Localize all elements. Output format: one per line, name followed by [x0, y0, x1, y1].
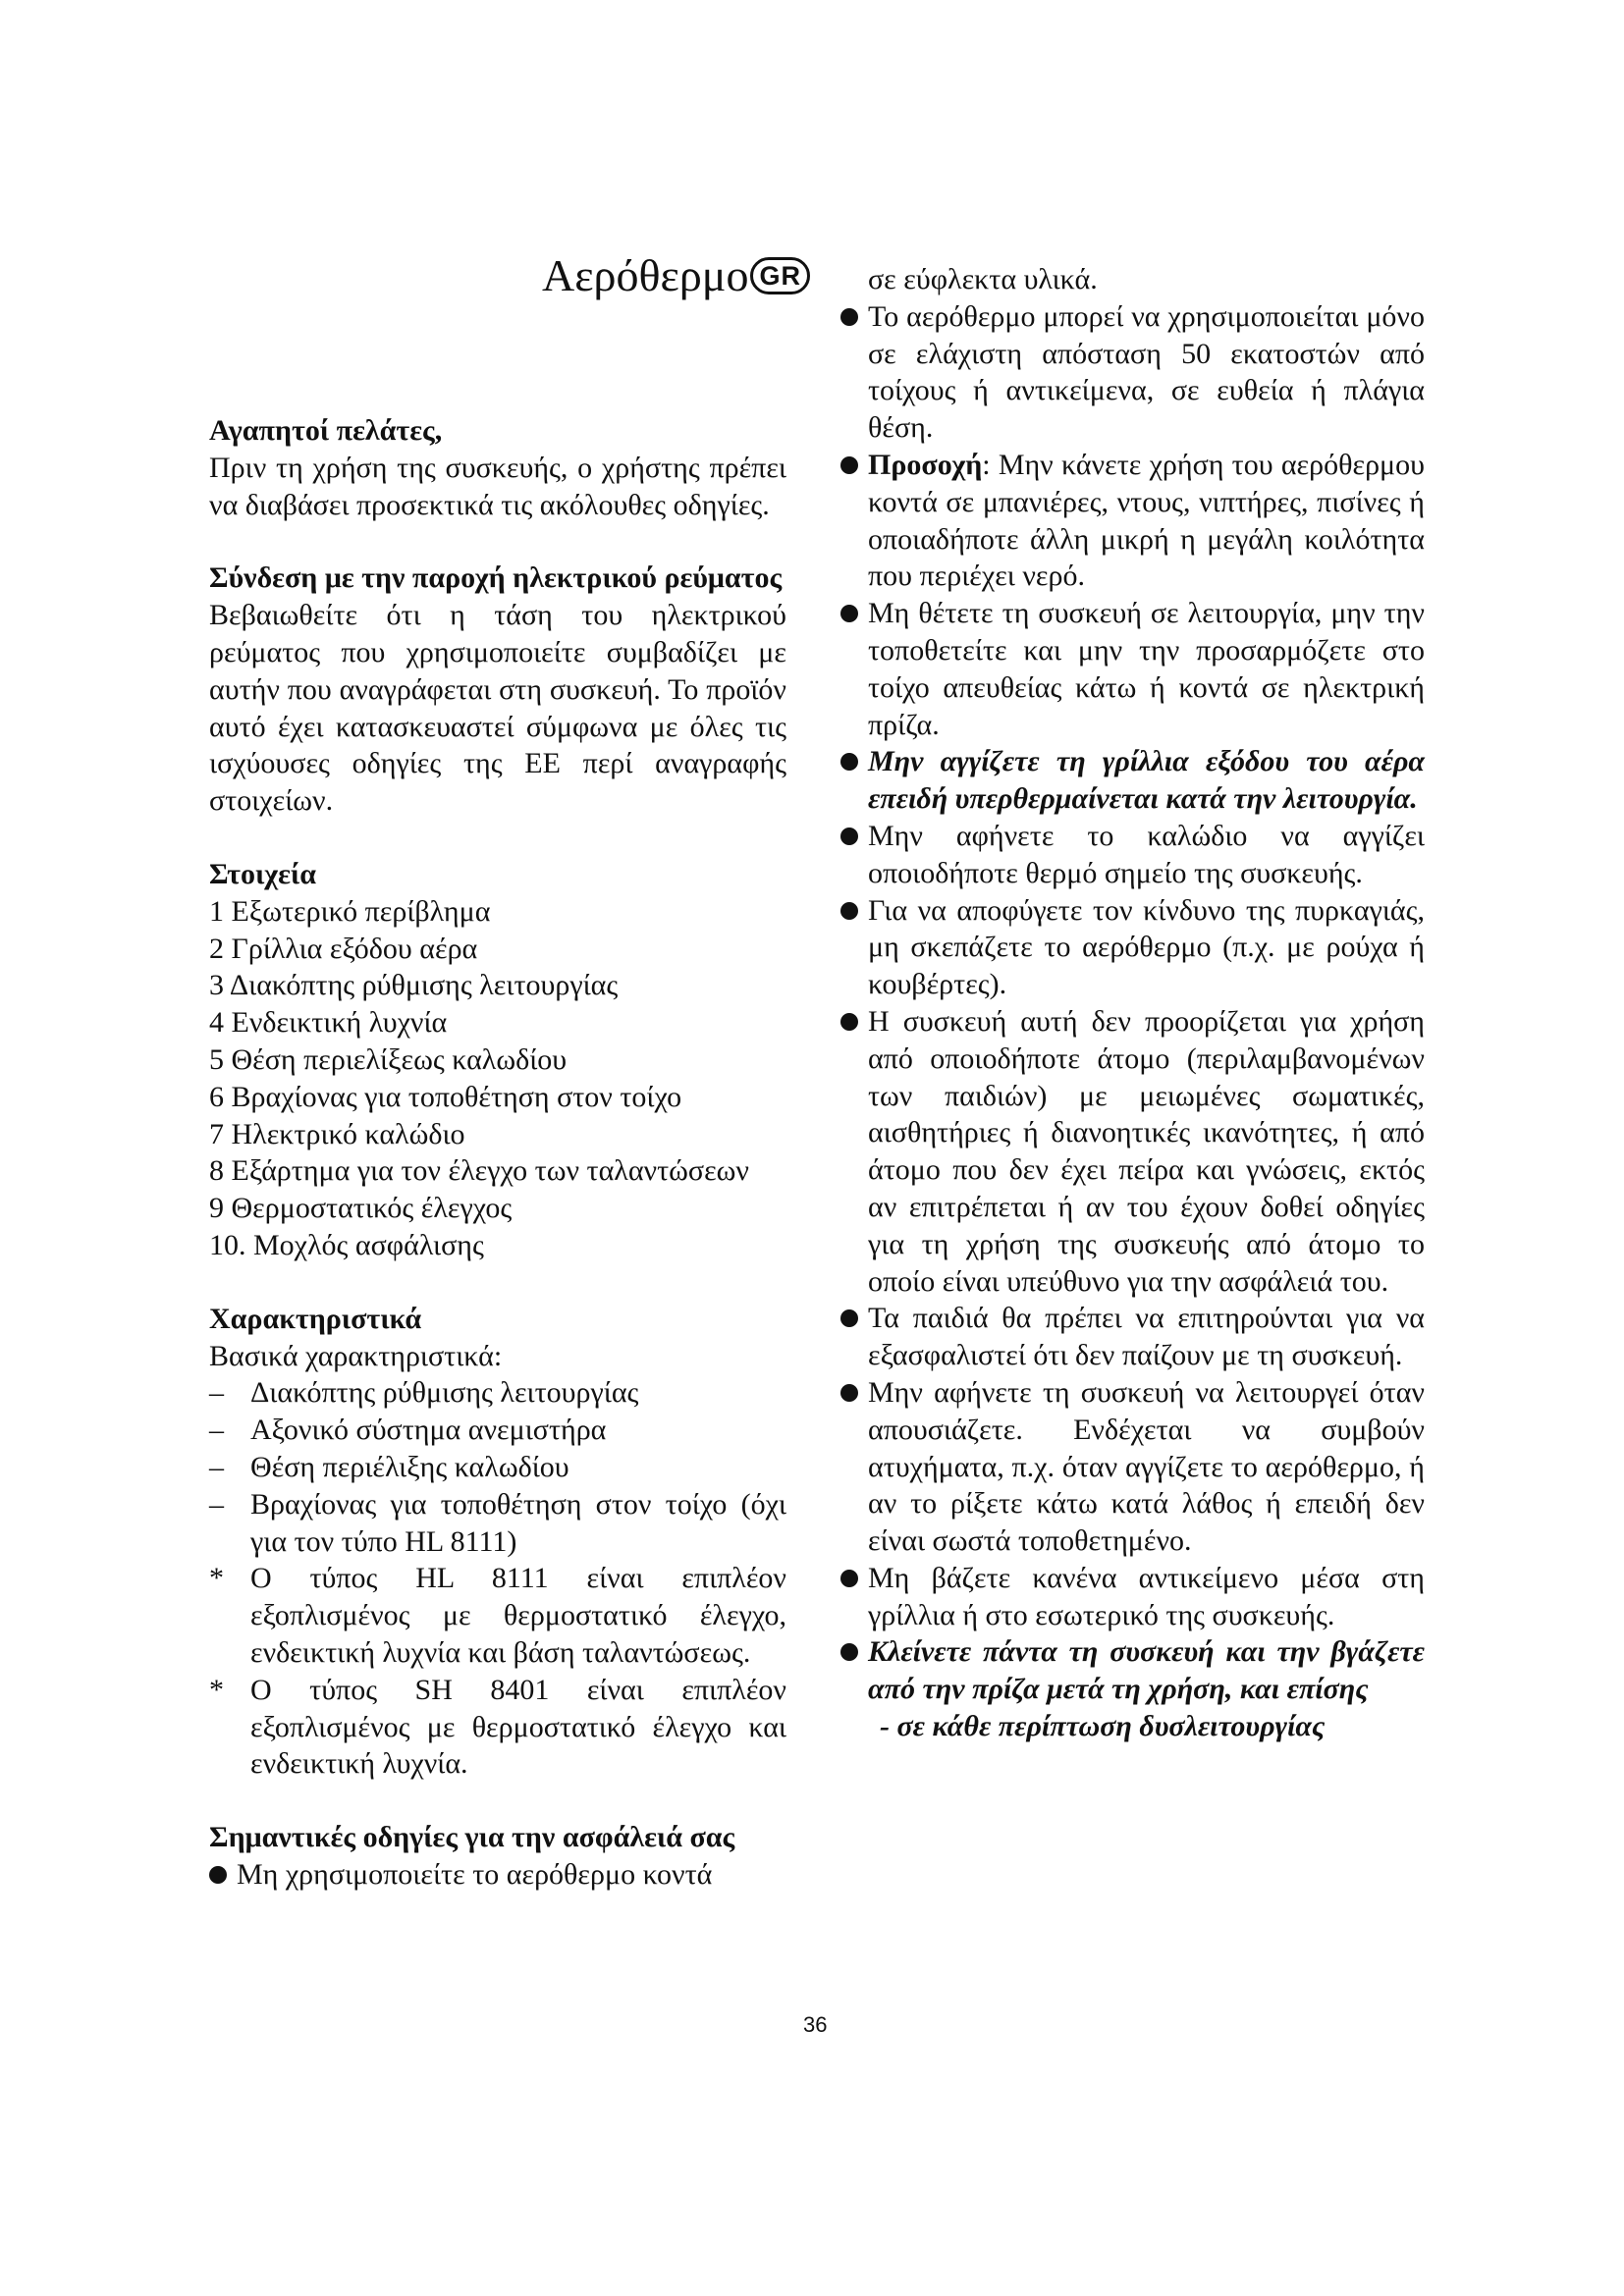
feature-item: [209, 1449, 786, 1486]
safety-heading: Σημαντικές οδηγίες για την ασφάλειά σας: [209, 1821, 735, 1854]
parts-item-text: 8 Εξάρτημα για τον έλεγχο των ταλαντώσεων: [209, 1154, 749, 1188]
parts-list: [209, 893, 786, 1264]
safety-item-text: Μη βάζετε κανένα αντικείμενο μέσα στη γρίλλια ή στο εσωτερικό της συσκευής.: [868, 1561, 1425, 1631]
page-number: 36: [803, 2012, 828, 2037]
safety-item-text: Μην αφήνετε το καλώδιο να αγγίζει οποιοδήποτε θερμό σημείο της συσκευής.: [868, 819, 1425, 889]
safety-item-text: Μη θέτετε τη συσκευή σε λειτουργία, μην την τοποθετείτε και μην την προσαρμόζετε στο τοίχο απευθείας κάτω ή κοντά σε ηλεκτρική πρίζα.: [868, 597, 1425, 741]
bullet-icon: [840, 1384, 858, 1402]
parts-item: 5 Θέση περιελίξεως καλωδίου: [209, 1042, 568, 1076]
feature-item: [209, 1486, 786, 1561]
safety-item-lead: Προσοχή: [868, 448, 983, 481]
safety-item: [840, 1003, 1425, 1300]
bullet-icon: [840, 828, 858, 845]
safety-item-text: Το αερόθερμο μπορεί να χρησιμοποιείται μόνο σε ελάχιστη απόσταση 50 εκατοστών από τοίχους ή αντικείμενα, σε ευθεία ή πλάγια θέση.: [868, 299, 1425, 445]
safety-item-warning: Κλείνετε πάντα τη συσκευή και την βγάζετε από την πρίζα μετά τη χρήση, και επίσης: [868, 1635, 1425, 1706]
gr-language-badge: GR: [750, 257, 810, 294]
dash-marker: –: [209, 1414, 224, 1447]
greeting: Αγαπητοί πελάτες,: [209, 414, 443, 447]
bullet-icon: [840, 1643, 858, 1661]
features-intro: Βασικά χαρακτηριστικά:: [209, 1339, 503, 1372]
model-note-text: Ο τύπος SH 8401 είναι επιπλέον εξοπλισμένος με θερμοστατικό έλεγχο και ενδεικτική λυχνία.: [250, 1673, 786, 1781]
feature-item-text: Θέση περιέλιξης καλωδίου: [250, 1450, 569, 1483]
feature-item-text: Διακόπτης ρύθμισης λειτουργίας: [250, 1376, 639, 1410]
bullet-icon: [840, 605, 858, 622]
parts-item: 3 Διακόπτης ρύθμισης λειτουργίας: [209, 969, 619, 1002]
left-column: [209, 412, 786, 1894]
safety-item-text: Μην αφήνετε τη συσκευή να λειτουργεί όταν απουσιάζετε. Ενδέχεται να συμβούν ατυχήματα, π.χ. όταν αγγίζετε το αερόθερμο, ή αν το ρίξετε κάτω κατά λάθος ή επειδή δεν είναι σωστά τοποθετημένο.: [868, 1375, 1425, 1558]
safety-item: [840, 1633, 1425, 1708]
feature-item-text: Αξονικό σύστημα ανεμιστήρα: [250, 1414, 607, 1447]
parts-item: [209, 1152, 786, 1190]
bullet-icon: [840, 1309, 858, 1327]
feature-item: [209, 1374, 786, 1412]
bullet-icon: [840, 456, 858, 474]
feature-item: [209, 1412, 786, 1449]
safety-item: [840, 892, 1425, 1003]
parts-heading: Στοιχεία: [209, 857, 317, 890]
safety-item-text: : Μην κάνετε χρήση του αερόθερμου κοντά σε μπανιέρες, ντους, νιπτήρες, πισίνες ή οποιαδήποτε άλλη μικρή η μεγάλη κοιλότητα που περιέχει νερό.: [868, 448, 1425, 593]
star-marker: *: [209, 1562, 224, 1595]
safety-item-warning: Μην αγγίζετε τη γρίλλια εξόδου του αέρα επειδή υπερθερμαίνεται κατά την λειτουργία.: [868, 745, 1425, 816]
safety-item: [840, 1374, 1425, 1560]
safety-list: [840, 298, 1425, 1708]
connection-text: Βεβαιωθείτε ότι η τάση του ηλεκτρικού ρεύματος που χρησιμοποιείτε συμβαδίζει με αυτήν που αναγράφεται στη συσκευή. Το προϊόν αυτό έχει κατασκευαστεί σύμφωνα με όλες τις ισχύουσες οδηγίες της ΕΕ περί αναγραφής στοιχείων.: [209, 599, 786, 818]
title-text: Αερόθερμο: [542, 250, 749, 300]
bullet-icon: [209, 1866, 227, 1884]
safety-item: [840, 818, 1425, 892]
bullet-icon: [840, 308, 858, 326]
parts-item: 6 Βραχίονας για τοποθέτηση στον τοίχο: [209, 1080, 682, 1113]
features-star-list: [209, 1560, 786, 1783]
safety-item: [840, 447, 1425, 595]
parts-item: 7 Ηλεκτρικό καλώδιο: [209, 1117, 465, 1150]
parts-item: 4 Ενδεικτική λυχνία: [209, 1006, 448, 1040]
safety-item: [840, 1300, 1425, 1374]
parts-item: 10. Μοχλός ασφάλισης: [209, 1228, 484, 1261]
safety-sub-item: - σε κάθε περίπτωση δυσλειτουργίας: [880, 1710, 1326, 1743]
continuation-text: σε εύφλεκτα υλικά.: [868, 263, 1098, 295]
safety-item: [840, 595, 1425, 743]
safety-item: [840, 1560, 1425, 1634]
parts-item: 2 Γρίλλια εξόδου αέρα: [209, 932, 478, 965]
right-column: [840, 261, 1425, 1745]
connection-heading: Σύνδεση με την παροχή ηλεκτρικού ρεύματος: [209, 561, 783, 595]
feature-item-text: Βραχίονας για τοποθέτηση στον τοίχο (όχι για τον τύπο HL 8111): [250, 1487, 786, 1558]
safety-item: [840, 298, 1425, 447]
dash-marker: –: [209, 1487, 224, 1521]
bullet-icon: [840, 902, 858, 920]
bullet-icon: [840, 753, 858, 771]
safety-item: [209, 1856, 786, 1894]
safety-item-text: Μη χρησιμοποιείτε το αερόθερμο κοντά: [237, 1857, 713, 1891]
page-title: [542, 250, 810, 300]
safety-item-text: Για να αποφύγετε τον κίνδυνο της πυρκαγιάς, μη σκεπάζετε το αερόθερμο (π.χ. με ρούχα ή κουβέρτες).: [868, 893, 1425, 1001]
star-marker: *: [209, 1673, 224, 1706]
features-dash-list: [209, 1374, 786, 1560]
dash-marker: –: [209, 1450, 224, 1483]
parts-item: 1 Εξωτερικό περίβλημα: [209, 894, 491, 928]
safety-item-text: Η συσκευή αυτή δεν προορίζεται για χρήση από οποιοδήποτε άτομο (περιλαμβανομένων των παιδιών) με μειωμένες σωματικές, αισθητήριες ή διανοητικές ικανότητες, ή από άτομο που δεν έχει πείρα και γνώσεις, εκτός αν επιτρέπεται ή αν του έχουν δοθεί οδηγίες για τη χρήση της συσκευής από άτομο το οποίο είναι υπεύθυνο για την ασφάλειά του.: [868, 1004, 1425, 1298]
bullet-icon: [840, 1570, 858, 1587]
safety-list-start: [209, 1856, 786, 1894]
safety-item: [840, 743, 1425, 818]
model-note: [209, 1672, 786, 1783]
model-note-text: Ο τύπος HL 8111 είναι επιπλέον εξοπλισμένος με θερμοστατικό έλεγχο, ενδεικτική λυχνία και βάση ταλαντώσεως.: [250, 1562, 786, 1669]
safety-item-text: Τα παιδιά θα πρέπει να επιτηρούνται για να εξασφαλιστεί ότι δεν παίζουν με τη συσκευή.: [868, 1302, 1425, 1372]
model-note: [209, 1560, 786, 1671]
dash-marker: –: [209, 1376, 224, 1410]
features-heading: Χαρακτηριστικά: [209, 1302, 422, 1335]
parts-item: 9 Θερμοστατικός έλεγχος: [209, 1192, 513, 1225]
bullet-icon: [840, 1013, 858, 1031]
intro-text: Πριν τη χρήση της συσκευής, ο χρήστης πρέπει να διαβάσει προσεκτικά τις ακόλουθες οδηγίες.: [209, 451, 786, 521]
